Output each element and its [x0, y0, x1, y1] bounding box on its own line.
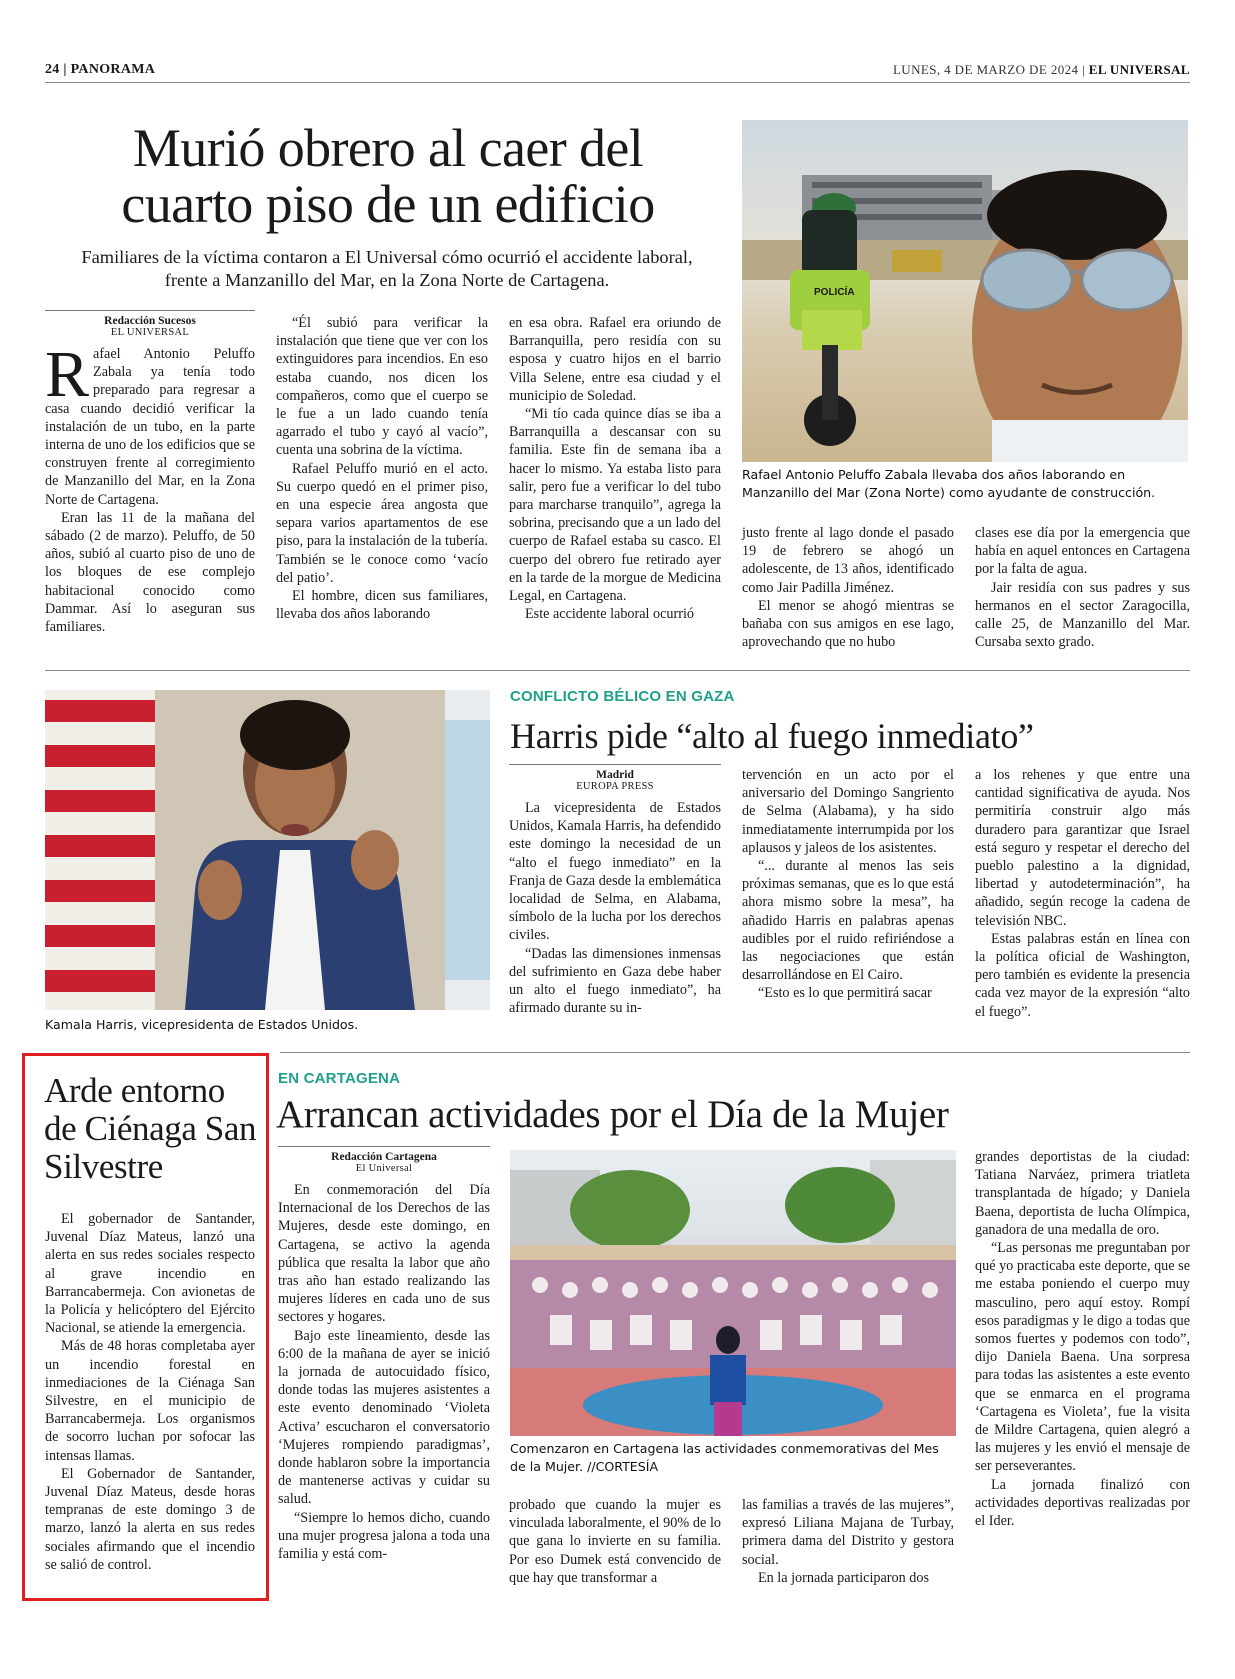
article1-photo: [742, 120, 1188, 462]
byline-author: Redacción Cartagena: [331, 1151, 437, 1163]
article4-byline: [278, 1151, 490, 1175]
section-divider: [45, 670, 1190, 671]
article4-paragraph: grandes deportistas de la ciudad: Tatiana Narváez, primera triatleta transplantada de hígado; y Daniela Baena, deportista de lucha Olímpica, ganadora de una medalla de oro.: [975, 1149, 1190, 1238]
article2-byline: [509, 769, 721, 793]
article2-paragraph: tervención en un acto por el aniversario del Domingo Sangriento de Selma (Alabama), y ha sido inmediatamente interrumpida por los aplausos y jaleos de los asistentes.: [742, 767, 954, 856]
article1-col5: [975, 524, 1190, 651]
article1-paragraph: clases ese día por la emergencia que había en aquel entonces en Cartagena por la falta de agua.: [975, 525, 1190, 578]
article2-kicker: CONFLICTO BÉLICO EN GAZA: [510, 688, 735, 705]
header-rule: [45, 82, 1190, 83]
article4-photo-caption: Comenzaron en Cartagena las actividades conmemorativas del Mes de la Mujer. //CORTESÍA: [510, 1441, 939, 1474]
byline-author: Madrid: [596, 769, 634, 781]
article1-col3: [509, 314, 721, 623]
women-event-crowd-image: [510, 1150, 956, 1436]
article2-headline: Harris pide “alto al fuego inmediato”: [510, 716, 1034, 756]
article2-paragraph: “Dadas las dimensiones inmensas del sufrimiento en Gaza debe haber un alto el fuego inmediato”, ha afirmado durante su in-: [509, 945, 721, 1017]
article4-col1: [278, 1146, 490, 1563]
article2-col1: [509, 764, 721, 1017]
article1-paragraph: El menor se ahogó mientras se bañaba con sus amigos en ese lago, aprovechando que no hubo: [742, 597, 954, 651]
byline-org: EUROPA PRESS: [576, 781, 654, 792]
article1-paragraph: Eran las 11 de la mañana del sábado (2 de marzo). Peluffo, de 50 años, subió al cuarto piso de uno de los bloques de ese complejo habitacional conocido como Dammar. Así lo aseguran sus familiares.: [45, 509, 255, 636]
article4-paragraph: “Siempre lo hemos dicho, cuando una mujer progresa jalona a toda una familia y está com-: [278, 1509, 490, 1563]
article2-paragraph: Estas palabras están en línea con la política oficial de Washington, pero también es evidente la presencia cada vez mayor de la expresión “alto el fuego”.: [975, 930, 1190, 1020]
article4-paragraph: La jornada finalizó con actividades deportivas realizadas por el Ider.: [975, 1476, 1190, 1530]
article4-col4: [975, 1148, 1190, 1530]
article4-paragraph: las familias a través de las mujeres”, expresó Liliana Majana de Turbay, primera dama del Distrito y gestora social.: [742, 1497, 954, 1568]
article4-paragraph: Bajo este lineamiento, desde las 6:00 de la mañana de ayer se inició la jornada de autocuidado físico, donde todas las mujeres asistentes a este evento denominado ‘Violeta Activa’ escucharon el conversatorio ‘Mujeres rompiendo paradigmas’, donde hablaron sobre la importancia de mantenerse activas y cuidar su salud.: [278, 1327, 490, 1508]
article4-kicker: EN CARTAGENA: [278, 1070, 401, 1087]
article2-paragraph: a los rehenes y que entre una cantidad significativa de ayuda. Nos permitiría construir algo más duradero para garantizar que Israel está seguro y respetar el derecho del pueblo palestino a la dignidad, libertad y autodeterminación”, ha añadido, según recoge la cadena de televisión NBC.: [975, 767, 1190, 929]
article4-headline: Arrancan actividades por el Día de la Mujer: [276, 1093, 949, 1136]
article2-photo: [45, 690, 490, 1010]
article1-col2: [276, 314, 488, 623]
article2-col2: [742, 766, 954, 1003]
article1-paragraph: “Mi tío cada quince días se iba a Barranquilla a descansar con su familia. Este fin de semana iba a hacer lo mismo. Ya estaba listo para salir, pero fue a verificar lo del tubo para marcharse tranquilo”, agrega la sobrina, precisando que a un lado del cuerpo de Rafael estaba su casco. El cuerpo del obrero fue retirado ayer en la tarde de la morgue de Medicina Legal, en Cartagena.: [509, 406, 721, 605]
article2-col3: [975, 766, 1190, 1021]
article3-headline: Arde entorno de Ciénaga San Silvestre: [44, 1071, 257, 1186]
article4-paragraph: probado que cuando la mujer es vinculada laboralmente, el 90% de lo que gana lo invierte en su familia. Por eso Dumek está convencido de que hay que transformar a: [509, 1497, 721, 1586]
article1-paragraph: Rafael Antonio Peluffo Zabala ya tenía todo preparado para regresar a casa cuando decidió verificar la instalación de un tubo, en la parte interna de uno de los edificios que se construyen frente al corregimiento de Manzanillo del Mar, en la Zona Norte de Cartagena.: [45, 338, 255, 508]
byline-rule: [45, 310, 255, 311]
harris-portrait-image: [45, 690, 490, 1010]
article1-col1: [45, 310, 255, 636]
article3-body: [45, 1210, 255, 1574]
section-divider: [280, 1052, 1190, 1053]
article2-photo-caption: Kamala Harris, vicepresidenta de Estados Unidos.: [45, 1017, 359, 1032]
article1-paragraph: en esa obra. Rafael era oriundo de Barranquilla, pero residía con su esposa y cuatro hijos en el barrio Villa Selene, entre esa ciudad y el municipio de Soledad.: [509, 315, 721, 404]
article1-paragraph: Jair residía con sus padres y sus hermanos en el sector Zaragocilla, calle 25, de Manzanillo del Mar. Cursaba sexto grado.: [975, 579, 1190, 651]
article1-paragraph: justo frente al lago donde el pasado 19 de febrero se ahogó un adolescente, de 13 años, identificado como Jair Padilla Jiménez.: [742, 525, 954, 596]
article3-paragraph: El Gobernador de Santander, Juvenal Díaz Mateus, desde horas tempranas de este domingo 3 de marzo, lanzó la alerta en sus redes sociales afirmando que el incendio se salió de control.: [45, 1465, 255, 1573]
article1-col4: [742, 524, 954, 651]
article3-paragraph: Más de 48 horas completaba ayer un incendio forestal en inmediaciones de la Ciénaga San Silvestre, en el municipio de Barrancabermeja. Los organismos de socorro luchan por sofocar las intensas llamas.: [45, 1338, 255, 1464]
byline-rule: [509, 764, 721, 765]
newspaper-name: EL UNIVERSAL: [1088, 62, 1190, 77]
section-name: PANORAMA: [70, 62, 156, 77]
article1-photo-caption: Rafael Antonio Peluffo Zabala llevaba dos años laborando en Manzanillo del Mar (Zona Norte) como ayudante de construcción.: [742, 467, 1156, 500]
article1-paragraph: “Él subió para verificar la instalación que tiene que ver con los extinguidores para incendios. En eso estaba cuando, nos dicen los compañeros, como que el cuerpo se le fue a un lado cuando tenía agarrado el tubo y cayó al vacío”, cuenta una sobrina de la víctima.: [276, 315, 488, 459]
article2-paragraph: La vicepresidenta de Estados Unidos, Kamala Harris, ha defendido este domingo la necesidad de un “alto el fuego inmediato” en la Franja de Gaza desde la emblemática localidad de Selma, en Alabama, símbolo de la lucha por los derechos civiles.: [509, 800, 721, 944]
article1-deck: Familiares de la víctima contaron a El Universal cómo ocurrió el accidente laboral, frente a Manzanillo del Mar, en la Zona Norte de Cartagena.: [81, 247, 693, 290]
page-header-date: LUNES, 4 DE MARZO DE 2024 | EL UNIVERSAL: [892, 62, 1190, 77]
byline-author: Redacción Sucesos: [104, 315, 196, 327]
article3-paragraph: El gobernador de Santander, Juvenal Díaz Mateus, lanzó una alerta en sus redes sociales respecto al grave incendio en Barrancabermeja. Con avionetas de la Policía y helicóptero del Ejército Nacional, se atiende la emergencia.: [45, 1211, 255, 1337]
article1-headline: Murió obrero al caer del cuarto piso de un edificio: [121, 118, 655, 234]
article2-paragraph: “Esto es lo que permitirá sacar: [758, 985, 932, 1002]
byline-org: El Universal: [355, 1163, 413, 1174]
construction-scene-image: [742, 120, 1188, 462]
article1-paragraph: Este accidente laboral ocurrió: [525, 606, 694, 623]
article2-paragraph: “... durante al menos las seis próximas semanas, que es lo que está ahora mismo sobre la mesa”, ha añadido Harris en palabras apenas audibles por el ruido refiriéndose a las negociaciones que están desarrollándose en El Cairo.: [742, 858, 954, 984]
article4-paragraph: “Las personas me preguntaban por qué yo practicaba este deporte, que se me estaba poniendo el cuerpo muy masculino, pero aquí estoy. Rompí esos paradigmas y le digo a todas que somos fuertes y podemos con todo”, dijo Daniela Baena. Una sorpresa para todas las asistentes a este evento que se enmarca en el programa ‘Cartagena es Violeta’, fue la visita de Mildre Cartagena, quien alegró a las mujeres y les envió el mensaje de ser perseverantes.: [975, 1240, 1190, 1475]
page-number: 24: [45, 62, 60, 77]
article4-col3: [742, 1496, 954, 1587]
article4-paragraph: En conmemoración del Día Internacional de los Derechos de las Mujeres, desde este domingo, en Cartagena, se activo la agenda pública que resalta la labor que año tras año han estado realizando las mujeres líderes en cada uno de sus sectores y hogares.: [278, 1182, 490, 1326]
article4-photo: [510, 1150, 956, 1436]
article1-byline: [45, 315, 255, 339]
article1-paragraph: El hombre, dicen sus familiares, llevaba dos años laborando: [276, 588, 488, 623]
page-header-section: 24 | PANORAMA: [45, 62, 156, 77]
byline-rule: [278, 1146, 490, 1147]
issue-date: LUNES, 4 DE MARZO DE 2024: [892, 62, 1079, 77]
dropcap: R: [45, 338, 90, 411]
byline-org: EL UNIVERSAL: [110, 327, 190, 338]
police-label: POLICÍA: [814, 287, 855, 298]
article1-paragraph: Rafael Peluffo murió en el acto. Su cuerpo quedó en el primer piso, en una especie área angosta que separa varios apartamentos de ese piso, para la instalación de la tubería. También se le conoce como ‘vacío del patio’.: [276, 460, 488, 586]
article4-col2: [509, 1496, 721, 1587]
article4-paragraph: En la jornada participaron dos: [758, 1569, 929, 1586]
